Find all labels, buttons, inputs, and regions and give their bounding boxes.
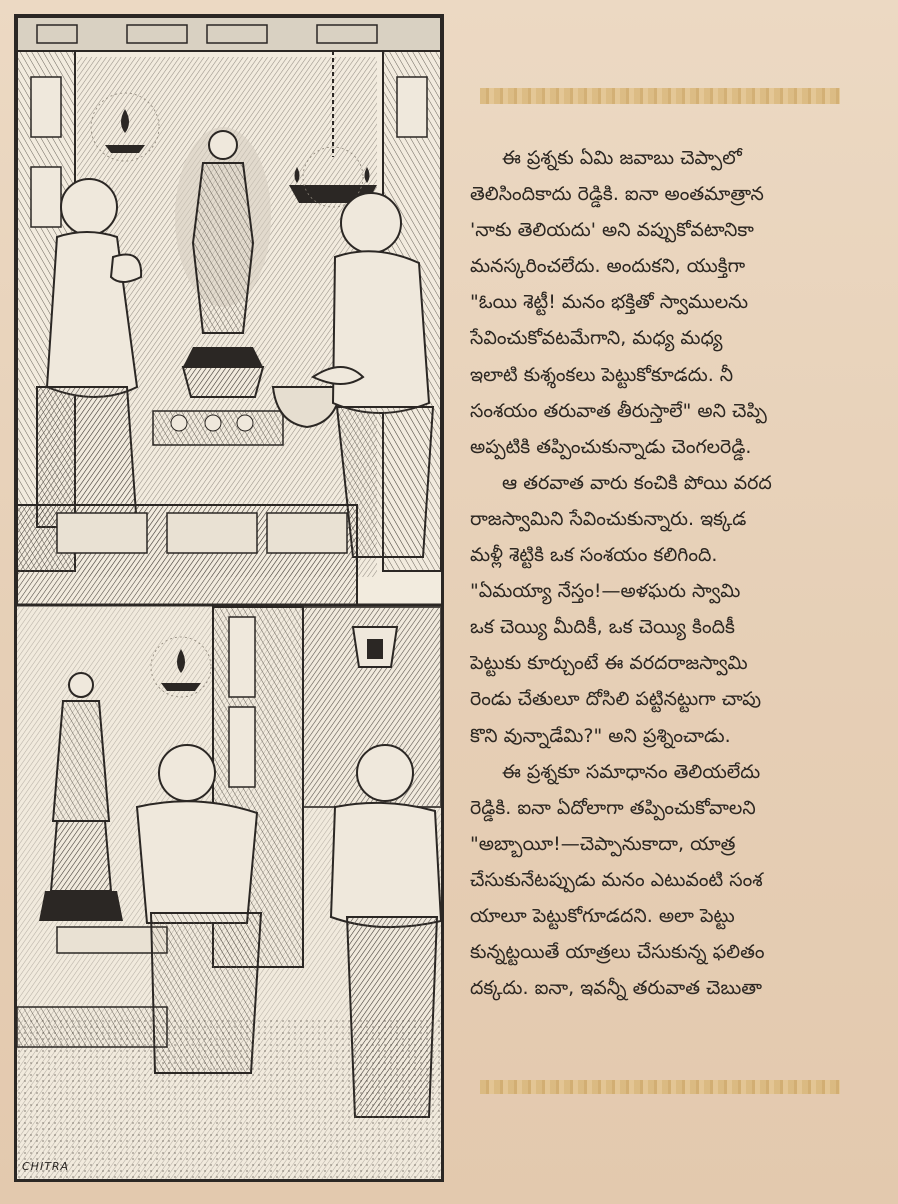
text-line: దక్కదు. ఐనా, ఇవన్నీ తరువాత చెబుతా — [470, 977, 763, 1000]
text-line: కొని వున్నాడేమి?" అని ప్రశ్నించాడు. — [470, 724, 731, 747]
text-line: మళ్లీ శెట్టికి ఒక సంశయం కలిగింది. — [470, 544, 718, 567]
illustration — [17, 17, 441, 1179]
text-line: "ఏమయ్యా నేస్తం!—అళఘరు స్వామి — [470, 580, 741, 603]
text-line: పెట్టుకు కూర్చుంటే ఈ వరదరాజస్వామి — [470, 652, 748, 675]
text-line: ఈ ప్రశ్నకూ సమాధానం తెలియలేదు — [502, 760, 761, 783]
text-line: సేవించుకోవటమేగాని, మధ్య మధ్య — [470, 327, 723, 350]
text-line: "ఓయి శెట్టీ! మనం భక్తితో స్వాములను — [470, 291, 749, 314]
text-line: "అబ్బాయీ!—చెప్పానుకాదా, యాత్ర — [470, 832, 736, 855]
text-line: 'నాకు తెలియదు' అని వప్పుకోవటానికా — [470, 219, 754, 242]
text-line: ఈ ప్రశ్నకు ఏమి జవాబు చెప్పాలో — [502, 147, 742, 169]
decorative-band-bottom — [480, 1080, 840, 1094]
text-line: యాలూ పెట్టుకోగూడదని. అలా పెట్టు — [470, 904, 735, 927]
text-line: ఒక చెయ్యి మీదికీ, ఒక చెయ్యి కిందికీ — [470, 616, 735, 639]
bottom-panel — [17, 607, 441, 1179]
text-line: సంశయం తరువాత తీరుస్తాలే" అని చెప్పి — [470, 399, 767, 422]
illustration-frame — [14, 14, 444, 1182]
artist-credit: CHITRA — [22, 1160, 70, 1173]
text-line: ఇలాటి కుశ్శంకలు పెట్టుకోకూడదు. నీ — [470, 363, 734, 386]
top-panel — [17, 17, 441, 605]
text-line: రెడ్డికి. ఐనా ఏదోలాగా తప్పించుకోవాలని — [470, 796, 756, 819]
text-line: తెలిసిందికాదు రెడ్డికి. ఐనా అంతమాత్రాన — [470, 183, 764, 206]
text-line: కున్నట్టయితే యాత్రలు చేసుకున్న ఫలితం — [470, 941, 765, 964]
text-line: రాజస్వామిని సేవించుకున్నారు. ఇక్కడ — [470, 507, 747, 530]
lantern-icon — [353, 627, 397, 667]
text-line: మనస్కరించలేదు. అందుకని, యుక్తిగా — [470, 255, 746, 278]
story-text — [470, 140, 858, 1006]
text-line: అప్పటికి తప్పించుకున్నాడు చెంగలరెడ్డి. — [470, 435, 752, 458]
text-line: ఆ తరవాత వారు కంచికి పోయి వరద — [502, 471, 772, 494]
decorative-band-top — [480, 88, 840, 104]
text-line: చేసుకునేటప్పుడు మనం ఎటువంటి సంశ — [470, 868, 763, 891]
text-line: రెండు చేతులూ దోసిలి పట్టినట్టుగా చాపు — [470, 688, 762, 711]
deity-idol-icon — [175, 127, 271, 397]
